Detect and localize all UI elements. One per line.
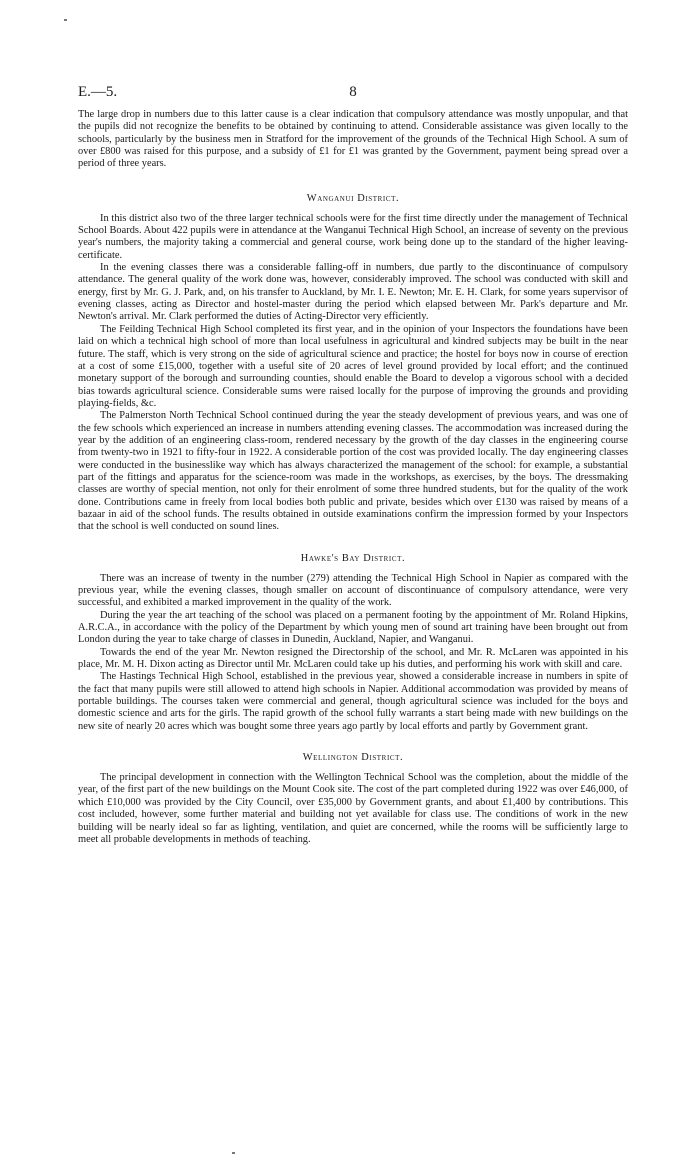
document-reference: E.—5. (78, 84, 118, 100)
paragraph: In this district also two of the three larger technical schools were for the first time directly under the management of Technical School Boards. About 422 pupils were in attendance at the Wanganui Technical High School, an increase of seventy on the previous year's numbers, the majority taking a commercial and general course, work being done up to the standard of the higher leaving-certificate. (78, 212, 628, 261)
paragraph: Towards the end of the year Mr. Newton resigned the Directorship of the school, and Mr. R. McLaren was appointed in his place, Mr. M. H. Dixon acting as Director until Mr. McLaren could take up his duties, and performing his work with skill and care. (78, 646, 628, 671)
page-header (78, 84, 628, 101)
paragraph: In the evening classes there was a considerable falling-off in numbers, due partly to the discontinuance of compulsory attendance. The general quality of the work done was, however, considerably improved. The school was conducted with skill and energy, first by Mr. G. J. Park, and, on his transfer to Auckland, by Mr. I. E. Newton; Mr. E. H. Clark, for some years supervisor of evening classes, acting as Director and hostel-master during the period which elapsed between Mr. Park's departure and Mr. Newton's arrival. Mr. Clark performed the duties of Acting-Director very efficiently. (78, 262, 628, 323)
scan-mark (232, 1152, 235, 1154)
page-number: 8 (349, 84, 357, 100)
intro-paragraph: The large drop in numbers due to this latter cause is a clear indication that compulsory attendance was mostly unpopular, and that the pupils did not recognize the benefits to be obtained by continuing to attend. Considerable assistance was given locally to the schools, particularly by the business men in Stratford for the improvement of the grounds of the Technical High School. A sum of over £800 was raised for this purpose, and a subsidy of £1 for £1 was granted by the Government, payment being spread over a period of three years. (78, 109, 628, 170)
paragraph: The Feilding Technical High School completed its first year, and in the opinion of your Inspectors the foundations have been laid on which a technical high school of more than local usefulness in agricultural and kindred subjects may be built in the near future. The staff, which is very strong on the side of agricultural science and practice; the hostel for boys now in course of erection at a cost of some £15,000, together with a useful site of 20 acres of level ground provided by local effort; and the continued monetary support of the borough and surrounding counties, should enable the Board to develop a vigorous school with a decided bias towards agricultural science. Considerable sums were raised locally for the purpose of improving the grounds and providing playing-fields, &c. (78, 323, 628, 409)
section-heading-hawkes-bay: Hawke's Bay District. (300, 552, 406, 564)
paragraph: During the year the art teaching of the school was placed on a permanent footing by the appointment of Mr. Roland Hipkins, A.R.C.A., in accordance with the policy of the Department by which young men of sound art training have been brought out from London during the year to take charge of classes in Dunedin, Auckland, Napier, and Wanganui. (78, 609, 628, 646)
document-page (78, 84, 628, 846)
section-heading-wanganui: Wanganui District. (306, 192, 400, 204)
section-heading-wellington: Wellington District. (302, 752, 404, 764)
paragraph: The Palmerston North Technical School continued during the year the steady development of previous years, and was one of the few schools which experienced an increase in numbers attending evening classes. The accommodation was increased during the year by the addition of an engineering class-room, rendered necessary by the growth of the day classes in the engineering course from twenty-two in 1921 to fifty-four in 1922. A considerable portion of the cost was provided locally. The day engineering classes were conducted in the businesslike way which has always characterized the management of the school: for example, a substantial part of the fittings and apparatus for the science-room was made in the workshops, as exercises, by the boys. The dressmaking classes are worthy of special mention, not only for their enrolment of some three hundred students, but for the quality of the work done. Contributions came in freely from local bodies both public and private, besides which over £130 was raised by means of a bazaar in aid of the school funds. The results obtained in outside examinations confirm the impression formed by your Inspectors that the school is well conducted on sound lines. (78, 410, 628, 533)
scan-mark (64, 19, 67, 21)
paragraph: The principal development in connection with the Wellington Technical School was the completion, about the middle of the year, of the first part of the new buildings on the Mount Cook site. The cost of the part completed during 1922 was over £46,000, of which £10,000 was provided by the City Council, over £35,000 by Government grants, and about £1,400 by contributions. This cost included, however, some further material and building not yet available for class use. The conditions of work in the new building will be nearly ideal so far as lighting, ventilation, and quiet are concerned, while the rooms will be sufficiently large to meet all probable developments in methods of teaching. (78, 772, 628, 845)
paragraph: There was an increase of twenty in the number (279) attending the Technical High School in Napier as compared with the previous year, while the evening classes, though smaller on account of discontinuance of compulsory attendance, were very successful, and exhibited a marked improvement in the quality of the work. (78, 572, 628, 609)
paragraph: The Hastings Technical High School, established in the previous year, showed a considerable increase in numbers in spite of the fact that many pupils were still allowed to attend high schools in Napier. Additional accommodation was provided by means of portable buildings. The courses taken were commercial and general, though agricultural science was included for the boys and domestic science and arts for the girls. The rapid growth of the school fully warrants a start being made with new buildings on the new site of nearly 20 acres which was bought some three years ago partly by local efforts and partly by Government grant. (78, 671, 628, 732)
